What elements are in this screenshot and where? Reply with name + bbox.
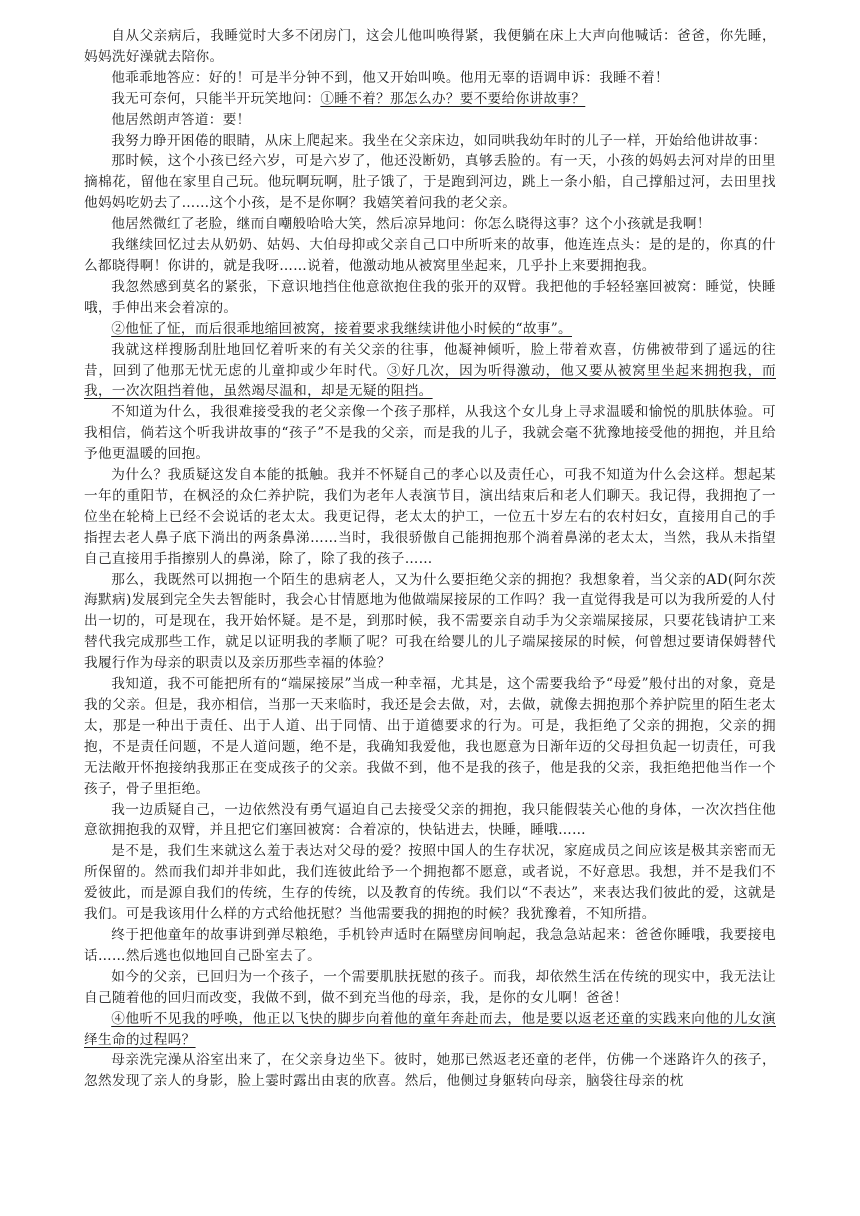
text-segment: 我继续回忆过去从奶奶、姑妈、大伯母抑或父亲自己口中所听来的故事，他连连点头：是的是的，你真的什么都晓得啊！你讲的，就是我呀……说着，他激动地从被窝里坐起来，几乎扑上来要拥抱我。 [84,237,776,274]
paragraph [84,674,776,799]
paragraph [84,131,776,152]
paragraph [84,235,776,277]
paragraph [84,26,776,68]
text-segment: 如今的父亲，已回归为一个孩子，一个需要肌肤抚慰的孩子。而我，却依然生活在传统的现实中，我无法让自己随着他的回归而改变，我做不到，做不到充当他的母亲，我，是你的女儿啊！爸爸！ [84,968,776,1006]
underlined-sentence: ③好几次，因为听得激动，他又要从被窝里坐起来拥抱我，而我，一次次阻挡着他，虽然竭尽温和，却是无疑的阻挡。 [84,362,776,400]
text-segment: 我忽然感到莫名的紧张，下意识地挡住他意欲抱住我的张开的双臂。我把他的手轻轻塞回被窝：睡觉，快睡哦，手伸出来会着凉的。 [84,278,776,316]
paragraph [84,841,776,925]
paragraph [84,68,776,89]
paragraph [84,967,776,1009]
paragraph [84,110,776,131]
text-segment: 他居然微红了老脸，继而自嘲般哈哈大笑，然后凉异地问：你怎么晓得这事？这个小孩就是我啊！ [111,216,711,233]
article-body [84,26,776,1092]
text-segment: 是不是，我们生来就这么羞于表达对父母的爱？按照中国人的生存状况，家庭成员之间应该是极其亲密而无所保留的。然而我们却并非如此，我们连彼此给予一个拥抱都不愿意，或者说，不好意思。我想，并不是我们不爱彼此，而是源自我们的传统，生存的传统，以及教育的传统。我们以“不表达”，来表达我们彼此的爱，这就是我们。可是我该用什么样的方式给他抚慰？当他需要我的拥抱的时候？我犹豫着，不知所措。 [84,843,776,923]
text-segment: 他乖乖地答应：好的！可是半分钟不到，他又开始叫唤。他用无辜的语调申诉：我睡不着！ [111,69,669,86]
paragraph [84,1009,776,1051]
paragraph [84,570,776,675]
paragraph [84,1050,776,1092]
underlined-sentence: ①睡不着？那怎么办？要不要给你讲故事？ [320,90,586,107]
text-segment: 母亲洗完澡从浴室出来了，在父亲身边坐下。彼时，她那已然返老还童的老伴，仿佛一个迷路许久的孩子，忽然发现了亲人的身影，脸上霎时露出由衷的欣喜。然后，他侧过身躯转向母亲，脑袋往母亲的枕 [84,1052,776,1090]
paragraph [84,402,776,465]
underlined-sentence: ④他听不见我的呼唤，他正以飞快的脚步向着他的童年奔赴而去，他是要以返老还童的实践来向他的儿女演绎生命的过程吗？ [84,1010,776,1048]
paragraph [84,319,776,340]
text-segment: 终于把他童年的故事讲到弹尽粮绝，手机铃声适时在隔壁房间响起，我急急站起来：爸爸你睡哦，我要接电话……然后逃也似地回自己卧室去了。 [84,926,776,964]
paragraph [84,89,776,110]
underlined-sentence: ②他怔了怔，而后很乖地缩回被窝，接着要求我继续讲他小时候的“故事”。 [111,320,572,337]
text-segment: 我一边质疑自己，一边依然没有勇气逼迫自己去接受父亲的拥抱，我只能假装关心他的身体，一次次挡住他意欲拥抱我的双臂，并且把它们塞回被窝：合着凉的，快钻进去，快睡，睡哦…… [84,801,776,839]
paragraph [84,925,776,967]
paragraph [84,214,776,235]
text-segment: 不知道为什么，我很难接受我的老父亲像一个孩子那样，从我这个女儿身上寻求温暖和愉悦的肌肤体验。可我相信，倘若这个听我讲故事的“孩子”不是我的父亲，而是我的儿子，我就会毫不犹豫地接受他的拥抱，并且给予他更温暖的回抱。 [84,404,776,463]
paragraph [84,340,776,403]
text-segment: 我知道，我不可能把所有的“端屎接尿”当成一种幸福，尤其是，这个需要我给予“母爱”般付出的对象，竟是我的父亲。但是，我亦相信，当那一天来临时，我还是会去做，对，去做，就像去拥抱那个养护院里的陌生老太太，那是一种出于责任、出于人道、出于同情、出于道德要求的行为。可是，我拒绝了父亲的拥抱，父亲的拥抱，不是责任问题，不是人道问题，绝不是，我确知我爱他，我也愿意为日渐年迈的父母担负起一切责任，可我无法敞开怀抱接纳我那正在变成孩子的父亲。我做不到，他不是我的孩子，他是我的父亲，我拒绝把他当作一个孩子，骨子里拒绝。 [84,676,776,797]
text-segment: 为什么？我质疑这发自本能的抵触。我并不怀疑自己的孝心以及责任心，可我不知道为什么会这样。想起某一年的重阳节，在枫泾的众仁养护院，我们为老年人表演节目，演出结束后和老人们聊天。我记得，我拥抱了一位坐在轮椅上已经不会说话的老太太。我更记得，老太太的护工，一位五十岁左右的农村妇女，直接用自己的手指捏去老人鼻子底下淌出的两条鼻涕……当时，我很骄傲自己能拥抱那个淌着鼻涕的老太太，当然，我从未指望自己直接用手指擦别人的鼻涕，除了，除了我的孩子…… [84,467,776,567]
text-segment: 他居然朗声答道：要！ [111,111,251,128]
text-segment: 自从父亲病后，我睡觉时大多不闭房门，这会儿他叫唤得紧，我便躺在床上大声向他喊话：爸爸，你先睡，妈妈洗好澡就去陪你。 [84,28,776,65]
paragraph [84,465,776,570]
text-segment: 我无可奈何，只能半开玩笑地问： [111,90,321,107]
paragraph [84,151,776,214]
text-segment: 那么，我既然可以拥抱一个陌生的患病老人，又为什么要拒绝父亲的拥抱？我想象着，当父亲的AD(阿尔茨海默病)发展到完全失去智能时，我会心甘情愿地为他做端屎接尿的工作吗？我一直觉得我是可以为我所爱的人付出一切的，可是现在，我开始怀疑。是不是，到那时候，我不需要亲自动手为父亲端屎接尿，只要花钱请护工来替代我完成那些工作，就足以证明我的孝顺了呢？可我在给婴儿的儿子端屎接尿的时候，何曾想过要请保姆替代我履行作为母亲的职责以及亲历那些幸福的体验？ [84,571,776,672]
text-segment: 那时候，这个小孩已经六岁，可是六岁了，他还没断奶，真够丢脸的。有一天，小孩的妈妈去河对岸的田里摘棉花，留他在家里自己玩。他玩啊玩啊，肚子饿了，于是跑到河边，跳上一条小船，自己撑船过河，去田里找他妈妈吃奶去了……这个小孩，是不是你啊？我嬉笑着问我的老父亲。 [84,153,776,212]
text-segment: 我努力睁开困倦的眼睛，从床上爬起来。我坐在父亲床边，如同哄我幼年时的儿子一样，开始给他讲故事： [111,132,767,149]
paragraph [84,277,776,319]
paragraph [84,800,776,842]
text-segment: 我就这样搜肠刮肚地回忆着听来的有关父亲的往事，他凝神倾听，脸上带着欢喜，仿佛被带到了遥远的往昔，回到了他那无忧无虑的儿童抑或少年时代。 [84,341,776,379]
